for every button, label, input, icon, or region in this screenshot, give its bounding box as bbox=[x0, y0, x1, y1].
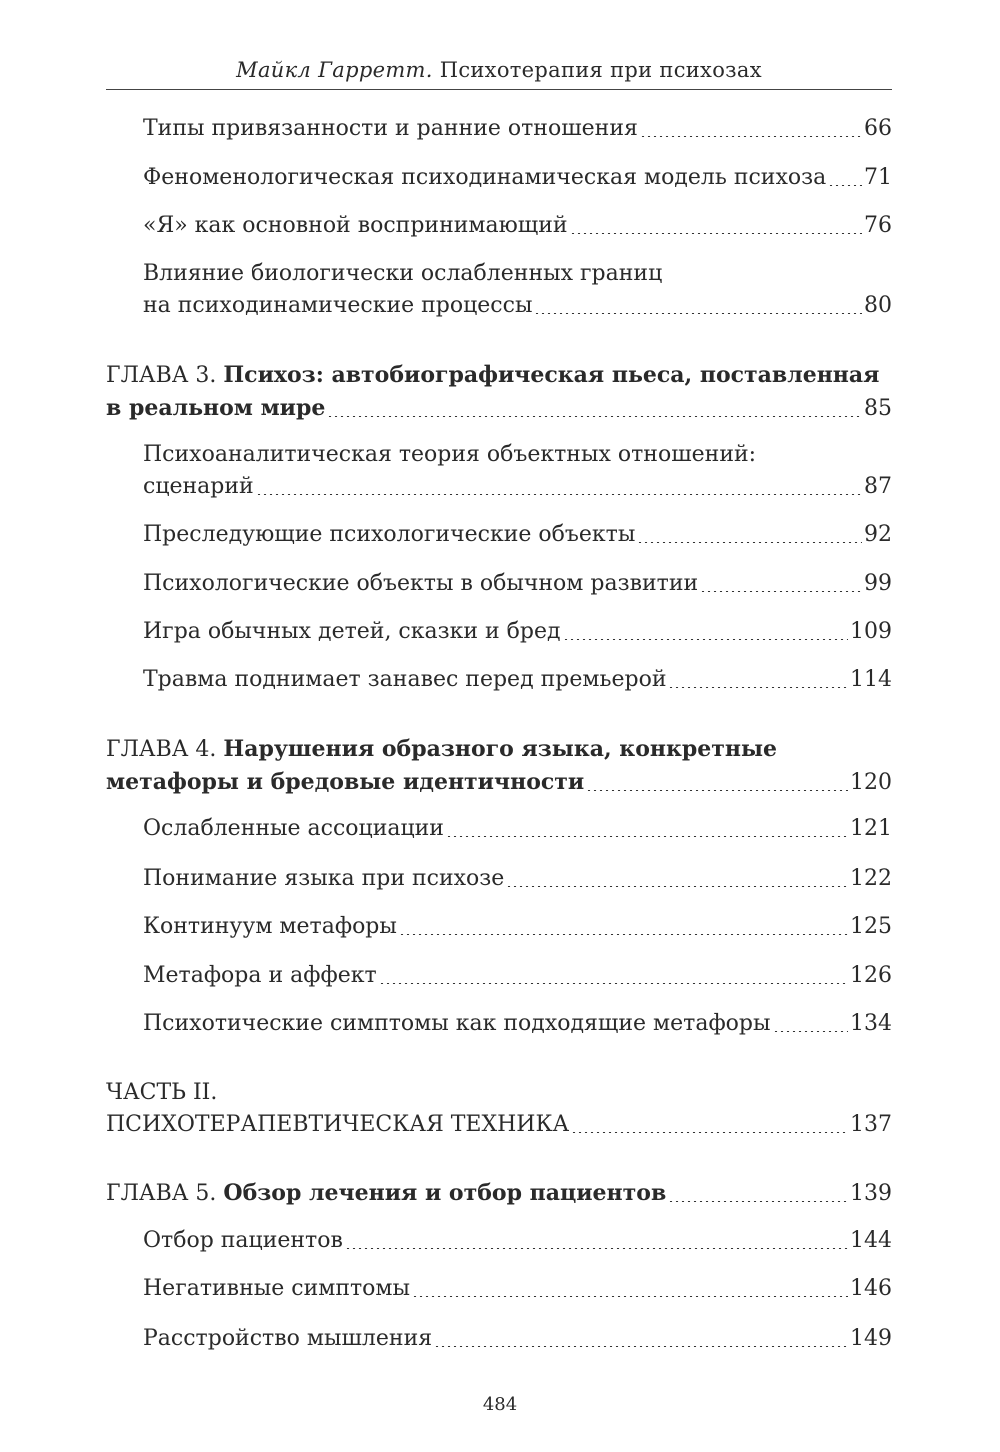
chapter-title-line1: Нарушения образного языка, конкретные bbox=[223, 736, 778, 762]
toc-entry[interactable] bbox=[143, 863, 892, 895]
chapter-title-line2: в реальном мире bbox=[106, 395, 326, 421]
toc-entry-page: 114 bbox=[850, 667, 892, 692]
toc-entry-title: Феноменологическая психодинамическая модель психоза bbox=[143, 165, 827, 190]
toc-entry-page: 109 bbox=[850, 619, 892, 644]
toc-entry-title: Расстройство мышления bbox=[143, 1326, 433, 1351]
chapter-title-line2: метафоры и бредовые идентичности bbox=[106, 769, 585, 795]
toc-entry-page: 92 bbox=[864, 522, 892, 547]
toc-entry-title: «Я» как основной воспринимающий bbox=[143, 213, 568, 238]
leader-dots bbox=[586, 790, 848, 791]
toc-entry-title: Психологические объекты в обычном развитии bbox=[143, 571, 699, 596]
chapter-title: Обзор лечения и отбор пациентов bbox=[223, 1180, 667, 1206]
leader-dots bbox=[506, 886, 848, 887]
part-label: ЧАСТЬ II. bbox=[106, 1080, 218, 1105]
toc-entry-title-line1: Психоаналитическая теория объектных отношений: bbox=[143, 442, 757, 467]
toc-entry-title: Ослабленные ассоциации bbox=[143, 816, 444, 841]
toc-chapter-4[interactable] bbox=[106, 733, 892, 799]
page-number: 484 bbox=[482, 1394, 518, 1415]
part-title: ПСИХОТЕРАПЕВТИЧЕСКАЯ ТЕХНИКА bbox=[106, 1112, 570, 1137]
leader-dots bbox=[828, 185, 862, 186]
leader-dots bbox=[700, 591, 862, 592]
toc-entry[interactable] bbox=[143, 1225, 892, 1257]
toc-entry-page: 137 bbox=[850, 1112, 892, 1137]
leader-dots bbox=[256, 494, 862, 495]
toc-entry-title: Метафора и аффект bbox=[143, 963, 377, 988]
toc-entry[interactable] bbox=[143, 162, 892, 194]
toc-entry[interactable] bbox=[143, 113, 892, 145]
toc-entry[interactable] bbox=[143, 960, 892, 992]
chapter-prefix: ГЛАВА 5. bbox=[106, 1181, 217, 1206]
toc-entry-title: Травма поднимает занавес перед премьерой bbox=[143, 667, 667, 692]
toc-entry-page: 87 bbox=[864, 474, 892, 499]
leader-dots bbox=[637, 542, 862, 543]
leader-dots bbox=[412, 1296, 848, 1297]
leader-dots bbox=[327, 416, 862, 417]
chapter-title-line1: Психоз: автобиографическая пьеса, поставленная bbox=[223, 362, 880, 388]
toc-entry-page: 71 bbox=[864, 165, 892, 190]
toc-entry-title: Психотические симптомы как подходящие метафоры bbox=[143, 1011, 771, 1036]
toc-entry-page: 66 bbox=[864, 116, 892, 141]
toc-entry-page: 76 bbox=[864, 213, 892, 238]
leader-dots bbox=[399, 934, 848, 935]
leader-dots bbox=[640, 136, 862, 137]
toc-entry-title: Континуум метафоры bbox=[143, 914, 397, 939]
header-rule bbox=[106, 89, 892, 90]
toc-entry[interactable] bbox=[143, 258, 892, 322]
toc-entry-page: 80 bbox=[864, 293, 892, 318]
leader-dots bbox=[571, 1132, 848, 1133]
toc-entry[interactable] bbox=[143, 1273, 892, 1305]
toc-entry-title: Преследующие психологические объекты bbox=[143, 522, 636, 547]
toc-entry-page: 126 bbox=[850, 963, 892, 988]
toc-entry[interactable] bbox=[143, 519, 892, 551]
toc-entry-title: Негативные симптомы bbox=[143, 1276, 411, 1301]
running-header bbox=[106, 58, 892, 82]
toc-entry-title-line1: Влияние биологически ослабленных границ bbox=[143, 261, 663, 286]
toc-entry-title-line2: сценарий bbox=[143, 474, 254, 499]
toc-entry-title: Типы привязанности и ранние отношения bbox=[143, 116, 638, 141]
toc-part-2[interactable] bbox=[106, 1077, 892, 1141]
chapter-prefix: ГЛАВА 3. bbox=[106, 363, 217, 388]
toc-entry-page: 149 bbox=[850, 1326, 892, 1351]
header-author: Майкл Гарретт. bbox=[236, 58, 433, 82]
toc-entry-page: 139 bbox=[850, 1181, 892, 1206]
toc-entry-title: Игра обычных детей, сказки и бред bbox=[143, 619, 561, 644]
toc-entry-page: 144 bbox=[850, 1228, 892, 1253]
toc-entry-title-line2: на психодинамические процессы bbox=[143, 293, 533, 318]
toc-entry[interactable] bbox=[143, 664, 892, 696]
leader-dots bbox=[534, 313, 862, 314]
toc-entry[interactable] bbox=[143, 210, 892, 242]
leader-dots bbox=[434, 1346, 848, 1347]
toc-entry-page: 134 bbox=[850, 1011, 892, 1036]
toc-entry-page: 99 bbox=[864, 571, 892, 596]
toc-entry[interactable] bbox=[143, 813, 892, 845]
leader-dots bbox=[668, 687, 848, 688]
toc-entry-page: 122 bbox=[850, 866, 892, 891]
toc-chapter-5[interactable] bbox=[106, 1177, 892, 1210]
toc-entry-page: 121 bbox=[850, 816, 892, 841]
leader-dots bbox=[668, 1201, 848, 1202]
chapter-prefix: ГЛАВА 4. bbox=[106, 737, 217, 762]
toc-entry-page: 85 bbox=[864, 396, 892, 421]
toc-entry[interactable] bbox=[143, 1008, 892, 1040]
toc-entry-page: 125 bbox=[850, 914, 892, 939]
leader-dots bbox=[563, 639, 848, 640]
leader-dots bbox=[379, 983, 848, 984]
toc-entry-page: 146 bbox=[850, 1276, 892, 1301]
toc-entry[interactable] bbox=[143, 568, 892, 600]
leader-dots bbox=[345, 1248, 848, 1249]
toc-entry-title: Отбор пациентов bbox=[143, 1228, 343, 1253]
leader-dots bbox=[570, 233, 862, 234]
toc-entry[interactable] bbox=[143, 1323, 892, 1355]
header-title: Психотерапия при психозах bbox=[439, 58, 762, 82]
leader-dots bbox=[446, 836, 848, 837]
leader-dots bbox=[773, 1031, 848, 1032]
toc-chapter-3[interactable] bbox=[106, 359, 892, 425]
toc-entry[interactable] bbox=[143, 911, 892, 943]
toc-entry-page: 120 bbox=[850, 770, 892, 795]
toc-entry[interactable] bbox=[143, 439, 892, 503]
toc-entry-title: Понимание языка при психозе bbox=[143, 866, 505, 891]
toc-entry[interactable] bbox=[143, 616, 892, 648]
